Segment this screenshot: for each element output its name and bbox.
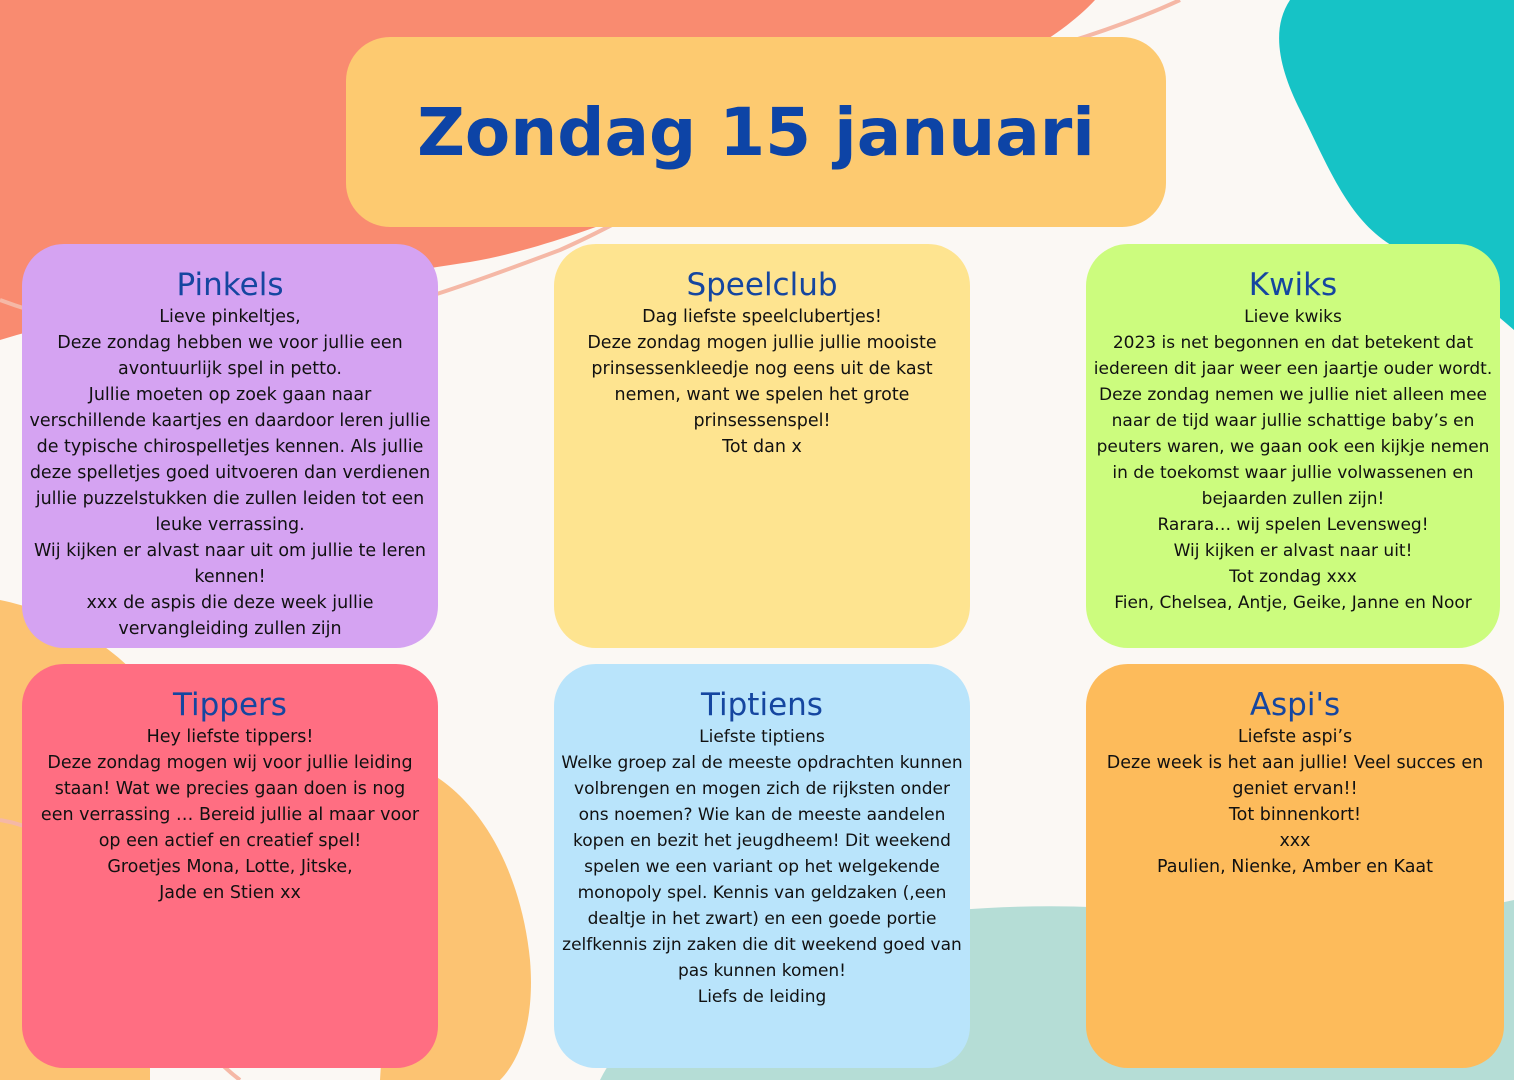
card-line: Tot zondag xxx [1229, 567, 1357, 587]
card-line: Jullie moeten op zoek gaan naar verschillende kaartjes en daardoor leren jullie de typische chirospelletjes kennen. Als jullie deze spelletjes goed uitvoeren dan verdienen jullie puzzelstukken die zullen leiden tot een leuke verrassing. [29, 385, 431, 535]
card-line: Lieve pinkeltjes, [159, 307, 301, 327]
card-line: Wij kijken er alvast naar uit om jullie te leren kennen! [33, 541, 427, 587]
card-tiptiens [554, 664, 970, 1068]
card-pinkels [22, 244, 438, 648]
card-line: xxx [1279, 831, 1311, 851]
card-line: Rarara… wij spelen Levensweg! [1157, 515, 1429, 535]
card-title: Aspi's [1249, 687, 1341, 723]
card-line: Deze zondag mogen wij voor jullie leiding staan! Wat we precies gaan doen is nog een verrassing … Bereid jullie al maar voor op een actief en creatief spel! [40, 753, 420, 851]
card-line: xxx de aspis die deze week jullie vervangleiding zullen zijn [86, 593, 374, 639]
card-body [28, 724, 432, 906]
card-line: Liefs de leiding [697, 987, 827, 1007]
page-title: Zondag 15 januari [417, 93, 1095, 171]
card-line: Groetjes Mona, Lotte, Jitske, Jade en Stien xx [107, 857, 353, 903]
card-body [1092, 304, 1494, 616]
card-title: Speelclub [686, 267, 838, 303]
card-line: Welke groep zal de meeste opdrachten kunnen volbrengen en mogen zich de rijksten onder ons noemen? Wie kan de meeste aandelen kopen en bezit het jeugdheem! Dit weekend spelen we een variant op het welgekende monopoly spel. Kennis van geldzaken (,een dealtje in het zwart) en een goede portie zelfkennis zijn zaken die dit weekend goed van pas kunnen komen! [561, 753, 963, 981]
card-line: Hey liefste tippers! [146, 727, 314, 747]
card-title: Tippers [173, 687, 287, 723]
title-banner [346, 37, 1166, 227]
card-line: Deze zondag mogen jullie jullie mooiste prinsessenkleedje nog eens uit de kast nemen, want we spelen het grote prinsessenspel! [587, 333, 937, 431]
card-title: Kwiks [1248, 267, 1338, 303]
card-line: Tot dan x [722, 437, 802, 457]
card-line: Paulien, Nienke, Amber en Kaat [1156, 857, 1434, 877]
card-line: Tot binnenkort! [1228, 805, 1362, 825]
card-line: Deze zondag hebben we voor jullie een avontuurlijk spel in petto. [57, 333, 403, 379]
card-title: Tiptiens [701, 687, 823, 723]
card-title: Pinkels [176, 267, 284, 303]
card-line: Lieve kwiks [1244, 307, 1342, 327]
card-kwiks [1086, 244, 1500, 648]
card-body [560, 724, 964, 1010]
card-line: Deze week is het aan jullie! Veel succes en geniet ervan!! [1106, 753, 1484, 799]
card-line: Fien, Chelsea, Antje, Geike, Janne en Noor [1114, 593, 1472, 613]
card-line: 2023 is net begonnen en dat betekent dat iedereen dit jaar weer een jaartje ouder wordt. Deze zondag nemen we jullie niet alleen mee naar de tijd waar jullie schattige baby’s en peuters waren, we gaan ook een kijkje nemen in de toekomst waar jullie volwassenen en bejaarden zullen zijn! [1093, 333, 1493, 509]
card-line: Liefste tiptiens [699, 727, 825, 747]
card-speelclub [554, 244, 970, 648]
card-tippers [22, 664, 438, 1068]
card-line: Wij kijken er alvast naar uit! [1173, 541, 1413, 561]
card-body [28, 304, 432, 642]
card-line: Liefste aspi’s [1237, 727, 1353, 747]
card-line: Dag liefste speelclubertjes! [642, 307, 882, 327]
card-body [1092, 724, 1498, 880]
card-body [560, 304, 964, 460]
card-aspis [1086, 664, 1504, 1068]
